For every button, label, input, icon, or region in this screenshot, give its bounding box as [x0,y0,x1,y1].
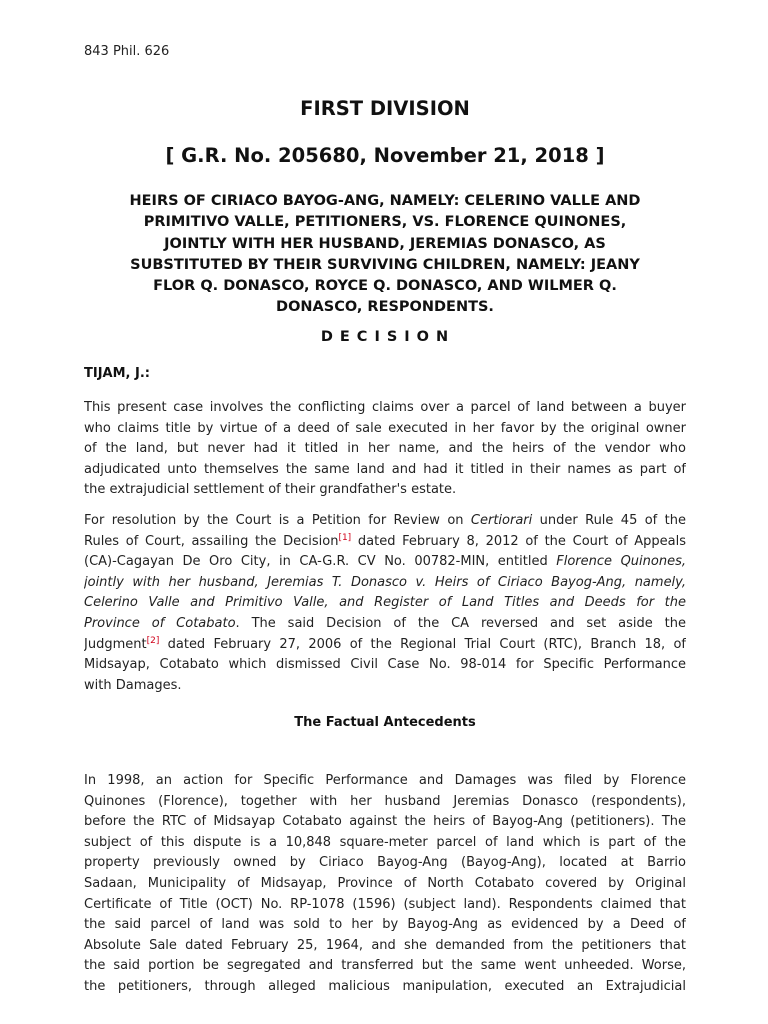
paragraph-line [84,511,686,532]
text-run: with Damages. [84,677,182,693]
paragraph-line: In 1998, an action for Specific Performance and Damages was filed by Florence [84,773,686,788]
paragraph-line: before the RTC of Midsayap Cotabato against the heirs of Bayog-Ang (petitioners). The [84,814,686,830]
text-run-italic: Florence Quinones, [556,554,686,570]
ponente: TIJAM, J.: [84,366,150,381]
case-title-line: SUBSTITUTED BY THEIR SURVIVING CHILDREN, NAMELY: JEANY [130,256,640,273]
text-run: For resolution by the Court is a Petition for Review on [84,513,471,528]
paragraph-line: the said parcel of land was sold to her by Bayog-Ang as evidenced by a Deed of [84,917,686,933]
text-run: dated February 27, 2006 of the Regional Trial Court (RTC), Branch 18, of [159,636,686,652]
case-title-line: FLOR Q. DONASCO, ROYCE Q. DONASCO, AND WILMER Q. [153,278,617,295]
text-run-italic: jointly with her husband, Jeremias T. Donasco v. Heirs of Ciriaco Bayog-Ang, namely, [84,574,686,590]
text-run: under Rule 45 of the [532,513,686,528]
decision-heading: DECISION [320,329,456,345]
text-run: Judgment [84,636,147,652]
section-heading: The Factual Antecedents [294,715,476,730]
paragraph-line [84,614,686,635]
paragraph-line [84,552,686,573]
paragraph-line: Sadaan, Municipality of Midsayap, Province of North Cotabato covered by Original [84,875,686,891]
text-run: (CA)-Cagayan De Oro City, in CA-G.R. CV No. 00782-MIN, entitled [84,554,557,570]
footnote-link-1[interactable]: [1] [338,532,352,543]
text-run-italic: Province of Cotabato [84,615,236,631]
division-heading: FIRST DIVISION [300,97,470,120]
case-number: [ G.R. No. 205680, November 21, 2018 ] [165,144,605,167]
text-run: Midsayap, Cotabato which dismissed Civil Case No. 98-014 for Specific Performance [84,657,686,673]
case-title-line: JOINTLY WITH HER HUSBAND, JEREMIAS DONASCO, AS [164,235,606,252]
paragraph-line [84,635,686,656]
paragraph-line: the said portion be segregated and transferred but the same went unheeded. Worse, [84,958,686,974]
paragraph-resolution [84,511,686,696]
paragraph-line [84,593,686,614]
paragraph-line [84,573,686,594]
paragraph-line: the extrajudicial settlement of their grandfather's estate. [84,482,457,498]
paragraph-line: Absolute Sale dated February 25, 1964, and she demanded from the petitioners that [84,937,686,953]
text-run: dated February 8, 2012 of the Court of Appeals [351,533,686,549]
text-run: Rules of Court, assailing the Decision [84,533,339,549]
paragraph-facts [84,771,686,998]
case-title-line: HEIRS OF CIRIACO BAYOG-ANG, NAMELY: CELERINO VALLE AND [129,193,641,209]
case-title-line: DONASCO, RESPONDENTS. [276,299,494,316]
text-run-italic: Certiorari [470,513,533,528]
paragraph-line [84,532,686,553]
paragraph-line: of the land, but never had it titled in her name, and the heirs of the vendor who [84,441,686,457]
case-title [84,191,686,319]
paragraph-line [84,655,686,676]
case-title-line: PRIMITIVO VALLE, PETITIONERS, VS. FLORENCE QUINONES, [143,214,627,231]
paragraph-line: Certificate of Title (OCT) No. RP-1078 (1596) (subject land). Respondents claimed that [84,896,686,912]
paragraph-line: who claims title by virtue of a deed of sale executed in her favor by the original owner [84,420,686,436]
paragraph-intro [84,398,686,501]
paragraph-line: subject of this dispute is a 10,848 square-meter parcel of land which is part of the [84,834,686,850]
paragraph-line: This present case involves the conflicting claims over a parcel of land between a buyer [84,400,686,415]
citation: 843 Phil. 626 [84,44,170,59]
paragraph-line: Quinones (Florence), together with her husband Jeremias Donasco (respondents), [84,793,686,809]
paragraph-line [84,676,686,697]
paragraph-line: the petitioners, through alleged malicious manipulation, executed an Extrajudicial [84,978,686,994]
paragraph-line: property previously owned by Ciriaco Bayog-Ang (Bayog-Ang), located at Barrio [84,855,686,871]
text-run-italic: Celerino Valle and Primitivo Valle, and Register of Land Titles and Deeds for the [84,595,686,611]
text-run: . The said Decision of the CA reversed and set aside the [235,615,686,631]
footnote-link-2[interactable]: [2] [146,635,160,646]
paragraph-line: adjudicated unto themselves the same land and had it titled in their names as part of [84,461,686,477]
